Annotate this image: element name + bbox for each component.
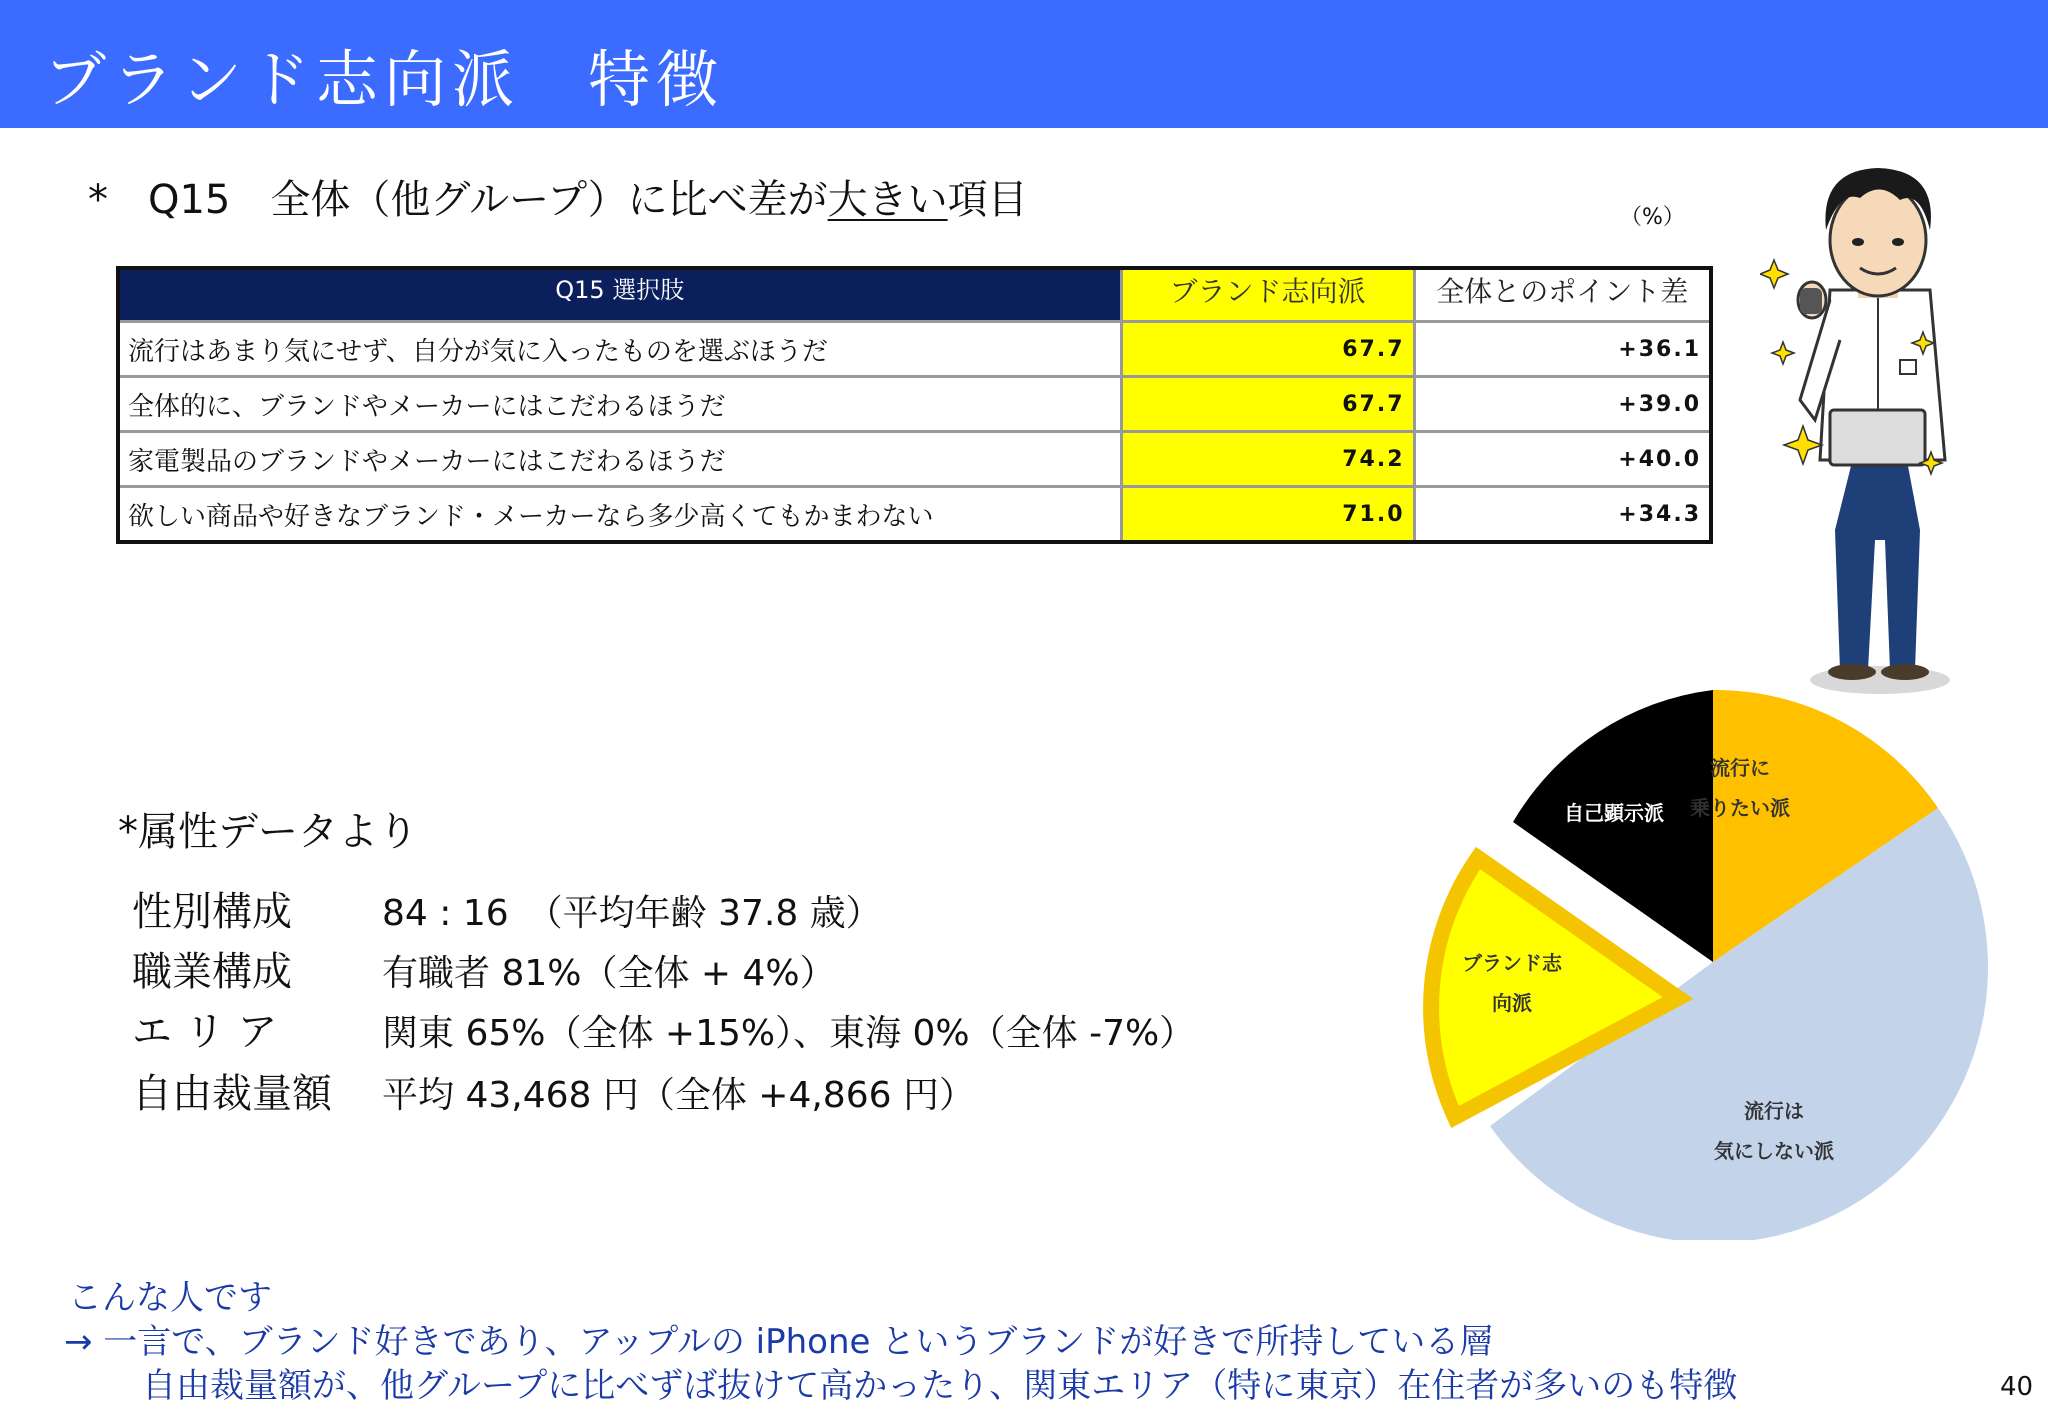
row-diff-value: +40.0	[1414, 432, 1711, 487]
attribute-label: 性別構成	[132, 889, 292, 935]
row-brand-value: 67.7	[1121, 377, 1414, 432]
row-item: 流行はあまり気にせず、自分が気に入ったものを選ぶほうだ	[118, 322, 1121, 377]
table-row	[118, 487, 1711, 543]
pie-label-brand-l1: ブランド志	[1462, 951, 1562, 975]
row-diff-value: +34.3	[1414, 487, 1711, 543]
attribute-row-occupation	[132, 940, 836, 997]
pie-label-ryuko-l2: 乗りたい派	[1690, 796, 1790, 820]
persona-line-2: 自由裁量額が、他グループに比べずば抜けて高かったり、関東エリア（特に東京）在住者が多いのも特徴	[142, 1366, 1738, 1406]
row-brand-value: 71.0	[1121, 487, 1414, 543]
row-brand-value: 74.2	[1121, 432, 1414, 487]
attribute-row-area	[132, 1000, 1195, 1057]
header-brand: ブランド志向派	[1121, 268, 1414, 322]
character-illustration	[1760, 150, 1980, 710]
attribute-row-gender	[132, 880, 882, 937]
attribute-row-budget	[132, 1062, 975, 1119]
attribute-label: 自由裁量額	[132, 1071, 332, 1117]
row-diff-value: +36.1	[1414, 322, 1711, 377]
attribute-value: 有職者 81%（全体 + 4%）	[382, 953, 836, 994]
slide-title: ブランド志向派 特徴	[44, 43, 725, 116]
row-brand-value: 67.7	[1121, 322, 1414, 377]
pie-label-jiko: 自己顕示派	[1564, 801, 1664, 825]
title-banner	[0, 0, 2048, 128]
header-choice: Q15 選択肢	[118, 268, 1121, 322]
q15-table	[116, 266, 1713, 544]
attribute-value: 平均 43,468 円（全体 +4,866 円）	[382, 1075, 975, 1116]
segment-pie-chart	[1400, 690, 1990, 1240]
character-illustration-svg	[1760, 150, 1980, 710]
table-row	[118, 377, 1711, 432]
row-diff-value: +39.0	[1414, 377, 1711, 432]
attribute-label: 職業構成	[132, 949, 292, 995]
attribute-value: 84 : 16 （平均年齢 37.8 歳）	[382, 893, 882, 934]
pie-label-ryuko-l1: 流行に	[1710, 756, 1770, 780]
pie-label-kinishinai-l2: 気にしない派	[1714, 1139, 1834, 1163]
persona-line-1: → 一言で、ブランド好きであり、アップルの iPhone というブランドが好きで所持している層	[64, 1322, 1494, 1362]
unit-label: （%）	[1620, 205, 1685, 230]
pie-label-kinishinai-l1: 流行は	[1744, 1099, 1804, 1123]
row-item: 全体的に、ブランドやメーカーにはこだわるほうだ	[118, 377, 1121, 432]
attribute-label: エ リ ア	[132, 1009, 278, 1055]
attribute-value: 関東 65%（全体 +15%）、東海 0%（全体 -7%）	[382, 1013, 1196, 1054]
row-item: 欲しい商品や好きなブランド・メーカーなら多少高くてもかまわない	[118, 487, 1121, 543]
attributes-heading: *属性データより	[118, 809, 418, 855]
row-item: 家電製品のブランドやメーカーにはこだわるほうだ	[118, 432, 1121, 487]
table-row	[118, 432, 1711, 487]
table-row	[118, 322, 1711, 377]
pie-label-brand-l2: 向派	[1492, 991, 1532, 1015]
question-heading-prefix: * Q15 全体（他グループ）に比べ差が	[88, 177, 828, 223]
question-heading-emphasis: 大きい	[827, 177, 948, 223]
page-number: 40	[2000, 1372, 2034, 1402]
header-diff: 全体とのポイント差	[1414, 268, 1711, 322]
table-header-row	[118, 268, 1711, 322]
question-heading-suffix: 項目	[947, 177, 1028, 223]
question-heading	[88, 168, 1028, 225]
persona-heading: こんな人です	[68, 1278, 272, 1318]
